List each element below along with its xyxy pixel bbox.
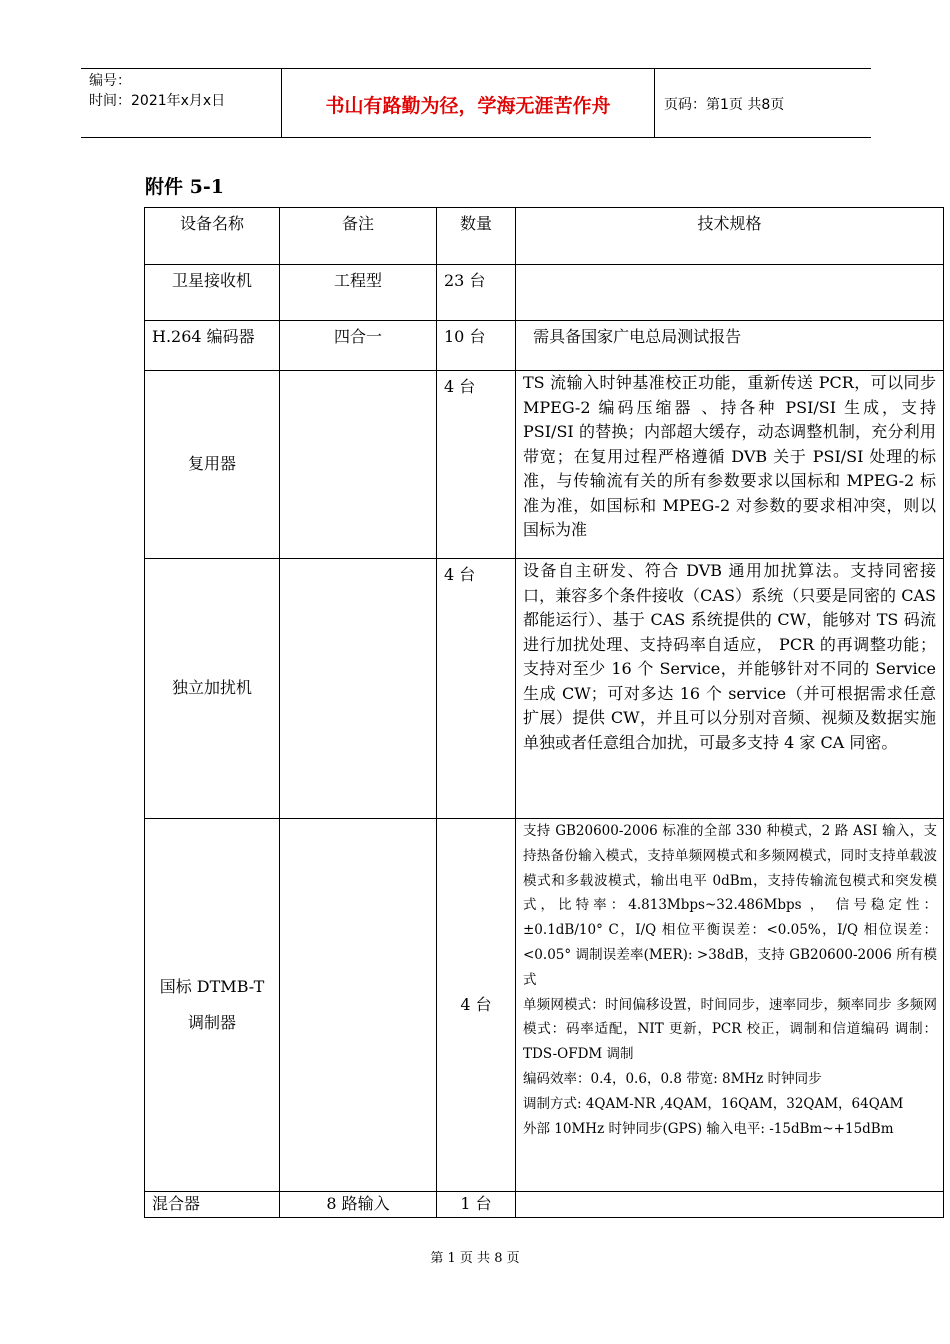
cell-name: H.264 编码器 [145,321,280,371]
table-row [145,265,944,321]
spec-paragraph: 单频网模式：时间偏移设置，时间同步，速率同步，频率同步 多频网模式：码率适配，NIT 更新，PCR 校正，调制和信道编码 调制：TDS-OFDM 调制 [523,996,937,1063]
cell-note: 工程型 [280,265,437,321]
cell-note: 四合一 [280,321,437,371]
cell-name: 卫星接收机 [145,265,280,321]
cell-qty: 4 台 [437,371,516,559]
header-meta [89,71,284,111]
doc-number-label: 编号： [89,73,131,89]
page-footer: 第 1 页 共 8 页 [430,1251,520,1266]
table-header-row [145,208,944,265]
cell-spec [516,819,944,1192]
header-page-info: 页码：第1页 共8页 [664,97,785,113]
spec-paragraph: 外部 10MHz 时钟同步(GPS) 输入电平: -15dBm~+15dBm [523,1120,894,1137]
column-header-qty: 数量 [437,208,516,265]
cell-name-line: 调制器 [187,1013,236,1032]
cell-note [280,559,437,819]
doc-time-label: 时间：2021年x月x日 [89,93,226,109]
cell-qty: 4 台 [437,559,516,819]
column-header-name: 设备名称 [145,208,280,265]
cell-qty: 10 台 [437,321,516,371]
spec-paragraph: 编码效率：0.4，0.6，0.8 带宽: 8MHz 时钟同步 [523,1070,822,1087]
cell-name: 混合器 [145,1192,280,1218]
equipment-table [144,207,944,1218]
header-motto: 书山有路勤为径，学海无涯苦作舟 [325,95,611,117]
column-header-note: 备注 [280,208,437,265]
column-header-spec: 技术规格 [516,208,944,265]
table-row [145,321,944,371]
table-row [145,819,944,1192]
cell-name-line: 国标 DTMB-T [159,976,265,996]
cell-spec [516,1192,944,1218]
cell-name: 复用器 [145,371,280,559]
doc-title: 附件 5-1 [145,176,224,198]
spec-paragraph: 支持 GB20600-2006 标准的全部 330 种模式，2 路 ASI 输入，支持热备份输入模式，支持单频网模式和多频网模式，同时支持单载波模式和多载波模式，输出电平 0dBm，支持传输流包模式和突发模式，比特率：4.813Mbps~32.486Mbps ， 信号稳定性：±0.1dB/10° C，I/Q 相位平衡误差：<0.05%，I/Q 相位误差：<0.05° 调制误差率(MER): >38dB，支持 GB20600-2006 所有模式 [523,823,937,988]
cell-name [145,819,280,1192]
cell-qty: 1 台 [437,1192,516,1218]
cell-note [280,819,437,1192]
table-row [145,371,944,559]
cell-spec: 设备自主研发、符合 DVB 通用加扰算法。支持同密接口，兼容多个条件接收（CAS）系统（只要是同密的 CAS 都能运行）、基于 CAS 系统提供的 CW，能够对 TS 码流进行加扰处理、支持码率自适应， PCR 的再调整功能； 支持对至少 16 个 Service，并能够针对不同的 Service 生成 CW；可对多达 16 个 service（并可根据需求任意扩展）提供 CW，并且可以分别对音频、视频及数据实施单独或者任意组合加扰，可最多支持 4 家 CA 同密。 [516,559,944,819]
cell-qty: 4 台 [437,819,516,1192]
cell-spec: TS 流输入时钟基准校正功能，重新传送 PCR，可以同步 MPEG-2 编码压缩器 、持各种 PSI/SI 生成，支持 PSI/SI 的替换；内部超大缓存，动态调整机制，充分利用带宽；在复用过程严格遵循 DVB 关于 PSI/SI 处理的标准，与传输流有关的所有参数要求以国标和 MPEG-2 标准为准，如国标和 MPEG-2 对参数的要求相冲突，则以国标为准 [516,371,944,559]
table-row [145,559,944,819]
page-header [81,68,871,138]
cell-note: 8 路输入 [280,1192,437,1218]
cell-name: 独立加扰机 [145,559,280,819]
cell-spec [516,265,944,321]
table-row [145,1192,944,1218]
cell-note [280,371,437,559]
cell-spec: 需具备国家广电总局测试报告 [516,321,944,371]
cell-qty: 23 台 [437,265,516,321]
header-divider [654,69,655,137]
spec-paragraph: 调制方式: 4QAM-NR ,4QAM，16QAM，32QAM，64QAM [523,1095,904,1112]
